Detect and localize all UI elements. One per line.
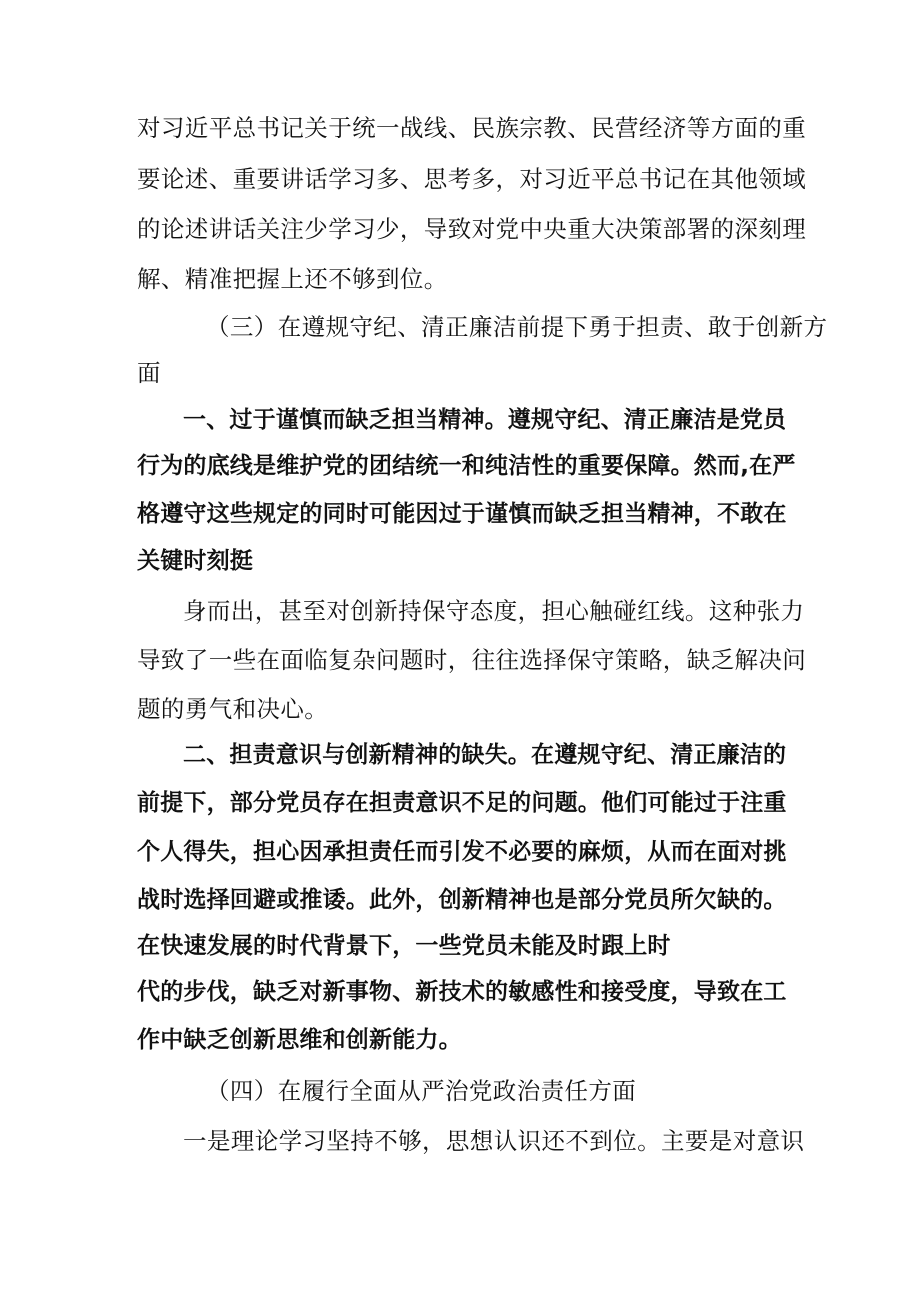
bold-point-two: 二、担责意识与创新精神的缺失。在遵规守纪、清正廉洁的: [183, 742, 787, 768]
paragraph-line: 的论述讲话关注少学习少，导致对党中央重大决策部署的深刻理: [137, 215, 807, 243]
paragraph-line: 题的勇气和决心。: [137, 695, 329, 723]
paragraph-line: 关键时刻挺: [137, 548, 253, 574]
paragraph-line: 一是理论学习坚持不够，思想认识还不到位。主要是对意识: [183, 1127, 805, 1155]
paragraph-line: 代的步伐，缺乏对新事物、新技术的敏感性和接受度，导致在工: [137, 979, 787, 1005]
section-heading-four: （四）在履行全面从严治党政治责任方面: [206, 1077, 637, 1105]
paragraph-line: 在快速发展的时代背景下，一些党员未能及时跟上时: [137, 933, 671, 959]
paragraph-line: 个人得失，担心因承担责任而引发不必要的麻烦，从而在面对挑: [137, 839, 787, 865]
section-heading-three-continued: 面: [137, 359, 161, 387]
paragraph-line: 解、精准把握上还不够到位。: [137, 265, 448, 293]
paragraph-line: 格遵守这些规定的同时可能因过于谨慎而缺乏担当精神，不敢在: [137, 501, 787, 527]
paragraph-line: 要论述、重要讲话学习多、思考多，对习近平总书记在其他领域: [137, 165, 807, 193]
paragraph-line: 战时选择回避或推诿。此外，创新精神也是部分党员所欠缺的。: [137, 887, 787, 913]
paragraph-line: 作中缺乏创新思维和创新能力。: [137, 1027, 462, 1053]
bold-point-one: 一、过于谨慎而缺乏担当精神。遵规守纪、清正廉洁是党员: [183, 407, 787, 433]
paragraph-line: 前提下，部分党员存在担责意识不足的问题。他们可能过于注重: [137, 790, 787, 816]
paragraph-line: 导致了一些在面临复杂问题时，往往选择保守策略，缺乏解决问: [137, 646, 807, 674]
section-heading-three: （三）在遵规守纪、清正廉洁前提下勇于担责、敢于创新方: [206, 313, 828, 341]
paragraph-line: 对习近平总书记关于统一战线、民族宗教、民营经济等方面的重: [137, 114, 807, 142]
paragraph-line: 身而出，甚至对创新持保守态度，担心触碰红线。这种张力: [183, 597, 805, 625]
paragraph-line: 行为的底线是维护党的团结统一和纯洁性的重要保障。然而,在严: [137, 453, 796, 479]
